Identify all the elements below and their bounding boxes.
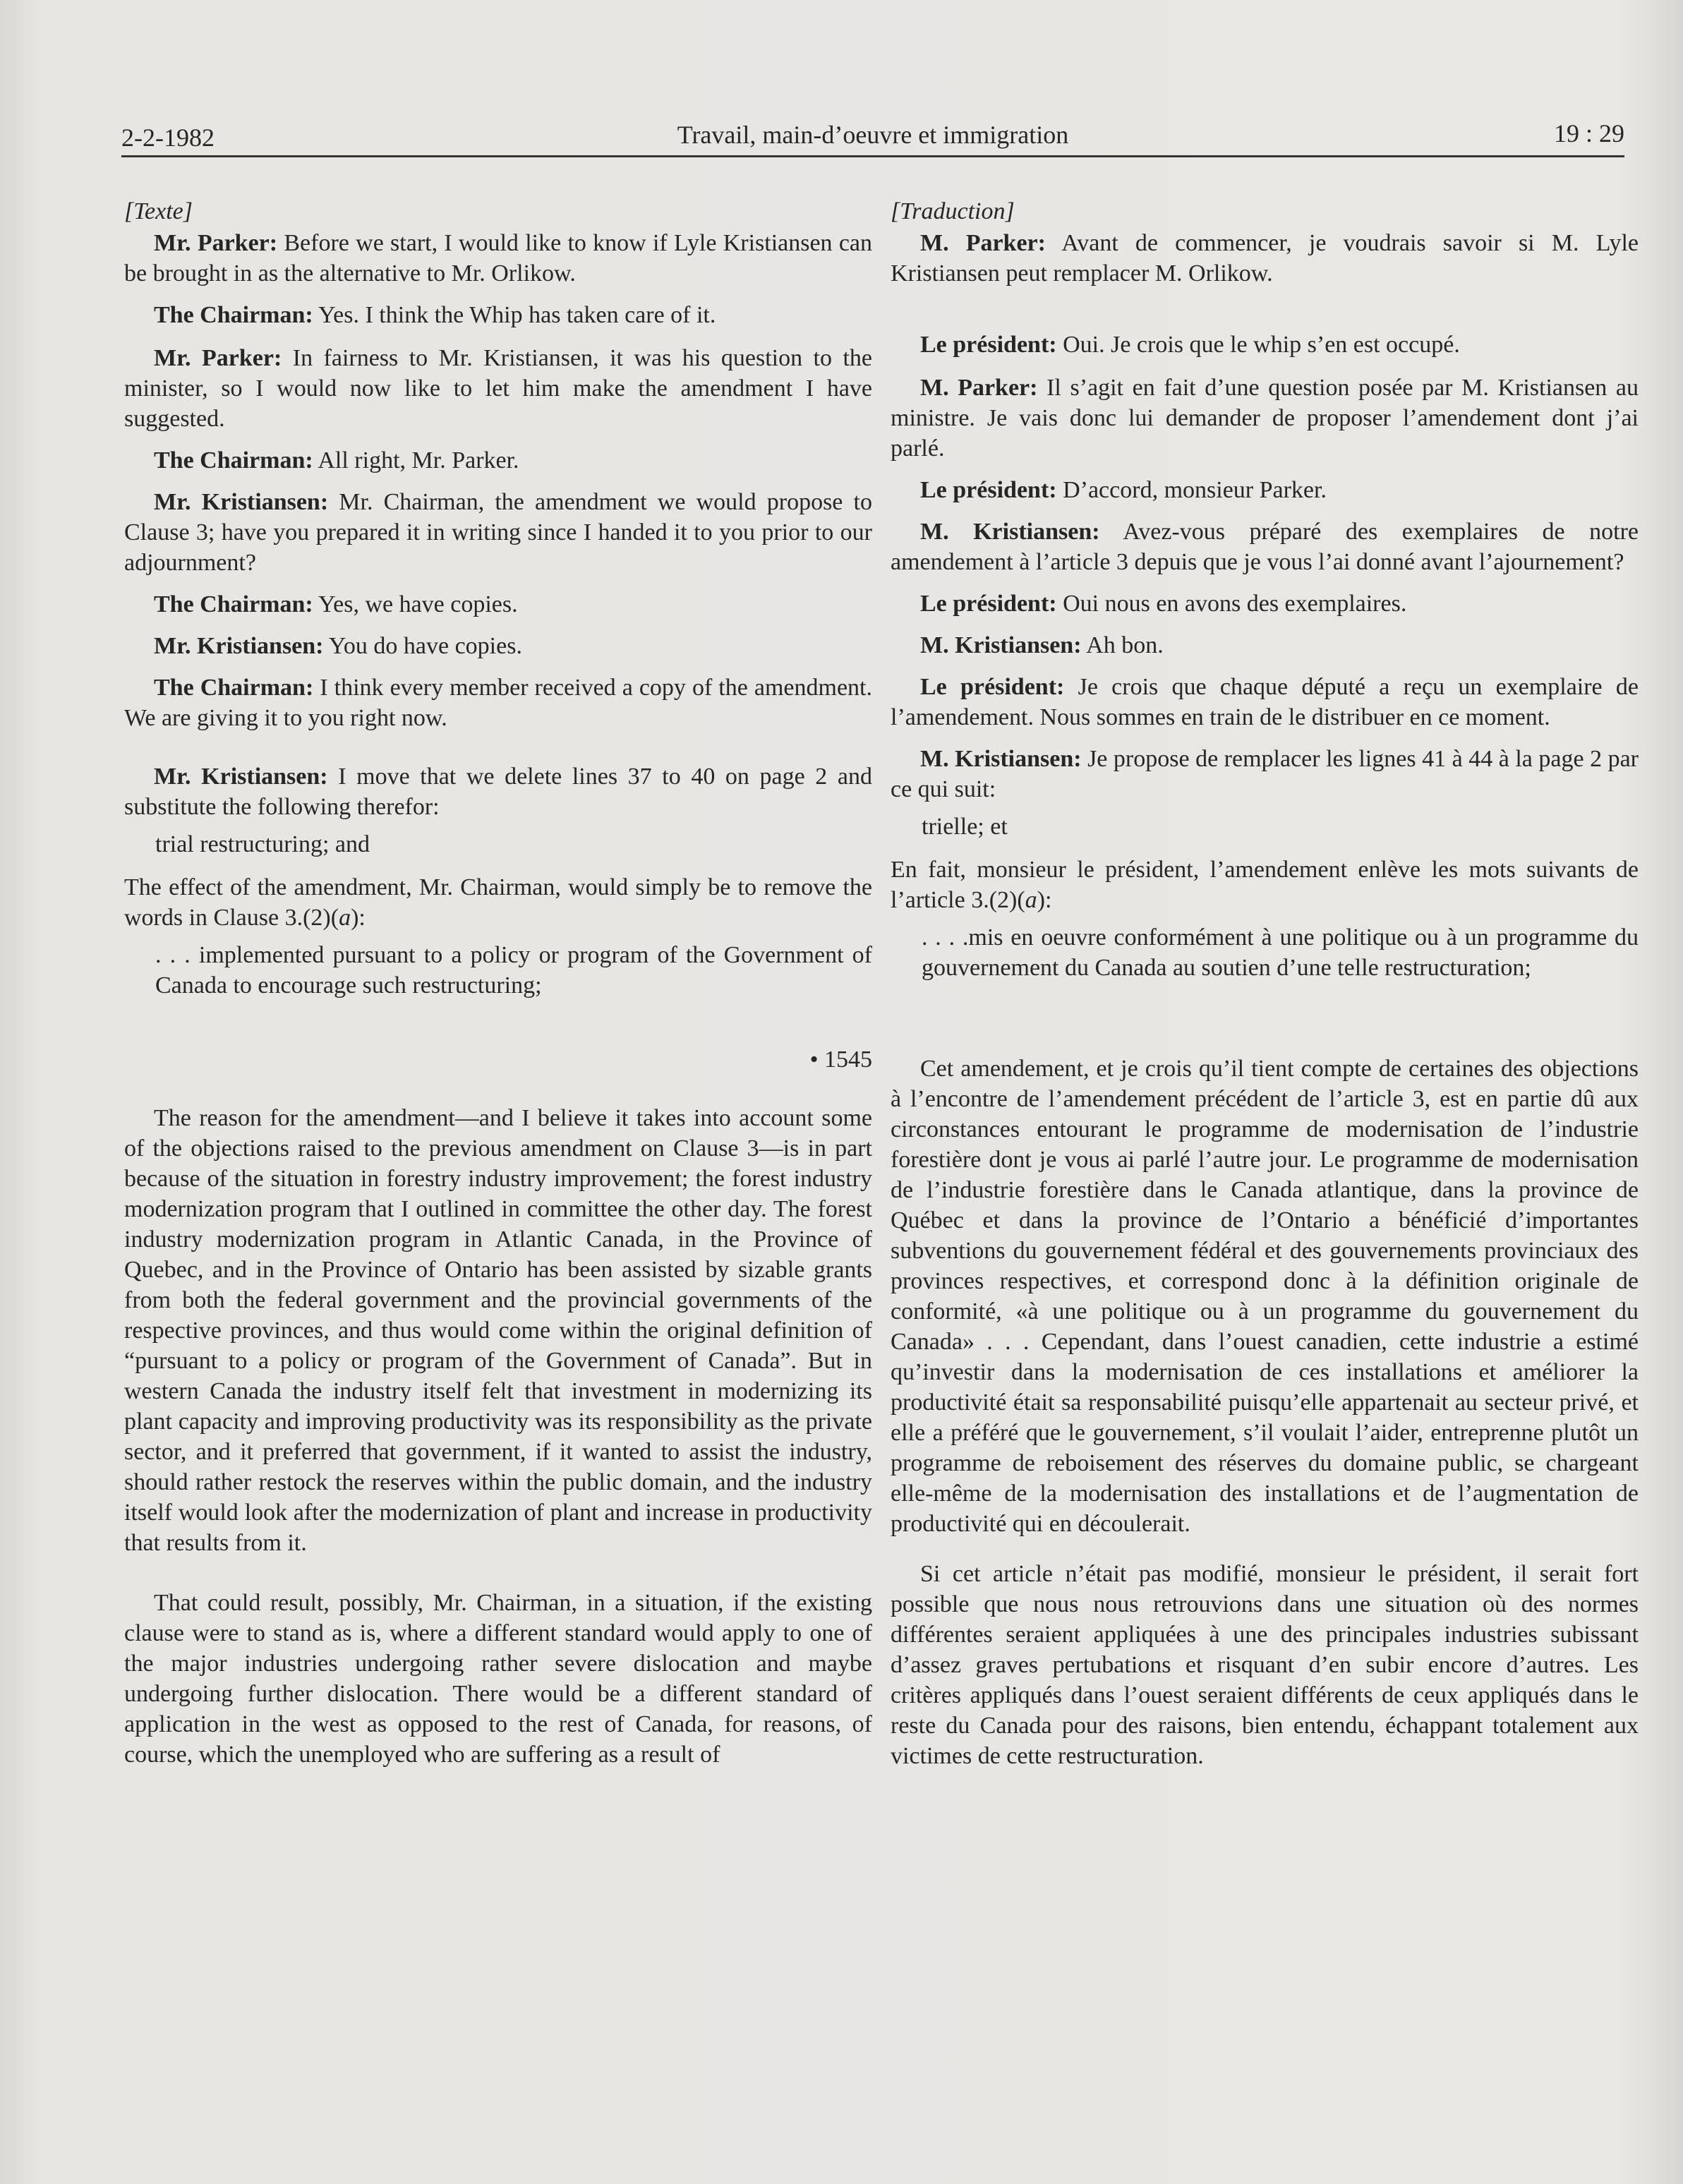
- time-marker: • 1545: [809, 1046, 872, 1073]
- paragraph: Mr. Kristiansen: I move that we delete lines 37 to 40 on page 2 and substitute the following therefor:: [124, 764, 872, 820]
- paragraph: Mr. Parker: Before we start, I would like to know if Lyle Kristiansen can be brought in as the alternative to Mr. Orlikow.: [124, 230, 872, 286]
- speaker: Le président:: [920, 674, 1065, 700]
- speaker: Le président:: [920, 591, 1057, 617]
- section-label-traduction: [Traduction]: [891, 198, 1015, 224]
- speaker: Le président:: [920, 477, 1057, 503]
- header-title: Travail, main-d’oeuvre et immigration: [677, 121, 1069, 149]
- speaker: Mr. Parker:: [154, 230, 278, 256]
- paragraph: Mr. Parker: In fairness to Mr. Kristiansen, it was his question to the minister, so I would now like to let him make the amendment I have suggested.: [124, 345, 872, 432]
- speaker: Mr. Parker:: [154, 345, 282, 371]
- paragraph: En fait, monsieur le président, l’amendement enlève les mots suivants de l’article 3.(2)(a):: [891, 857, 1639, 913]
- paragraph: M. Parker: Avant de commencer, je voudrais savoir si M. Lyle Kristiansen peut remplacer M. Orlikow.: [891, 230, 1639, 286]
- french-column: [891, 196, 1639, 1771]
- paragraph: Le président: Oui nous en avons des exemplaires.: [920, 591, 1407, 617]
- speaker: The Chairman:: [154, 591, 313, 617]
- paragraph: Le président: D’accord, monsieur Parker.: [920, 477, 1327, 503]
- paragraph: The effect of the amendment, Mr. Chairman, would simply be to remove the words in Clause 3.(2)(a):: [124, 874, 872, 931]
- header-page-number: 19 : 29: [1553, 119, 1624, 147]
- speaker: M. Kristiansen:: [920, 632, 1082, 658]
- speaker: M. Kristiansen:: [920, 519, 1100, 545]
- page-header: [121, 113, 1624, 157]
- paragraph: The Chairman: Yes. I think the Whip has taken care of it.: [154, 302, 716, 328]
- paragraph: Le président: Je crois que chaque député a reçu un exemplaire de l’amendement. Nous sommes en train de le distribuer en ce moment.: [891, 674, 1639, 730]
- paragraph: M. Kristiansen: Je propose de remplacer les lignes 41 à 44 à la page 2 par ce qui suit:: [891, 746, 1639, 802]
- paragraph: M. Kristiansen: Ah bon.: [920, 632, 1164, 658]
- speaker: M. Kristiansen:: [920, 746, 1082, 772]
- speaker: Mr. Kristiansen:: [154, 633, 324, 659]
- paragraph: The Chairman: Yes, we have copies.: [154, 591, 518, 617]
- speaker: Le président:: [920, 332, 1057, 358]
- paragraph: The Chairman: I think every member received a copy of the amendment. We are giving it to you right now.: [124, 675, 872, 731]
- section-label-texte: [Texte]: [124, 198, 193, 224]
- english-column: [124, 196, 872, 1770]
- paragraph: Cet amendement, et je crois qu’il tient compte de certaines des objections à l’encontre de l’amendement précédent de l’article 3, est en partie dû aux circonstances entourant le programme de modernisation de l’industrie forestière dont je vous ai parlé l’autre jour. Le programme de modernisation de l’industrie forestière dans le Canada atlantique, dans la province de Québec et dans la province de l’Ontario a bénéficié d’importantes subventions du gouvernement fédéral et des gouvernements provinciaux des provinces respectives, et correspond donc à la définition originale de conformité, «à une politique ou à un programme du gouvernement du Canada» . . . Cependant, dans l’ouest canadien, cette industrie a estimé qu’investir dans la modernisation de ces installations et améliorer la productivité était sa responsabilité puisqu’elle appartenait au secteur privé, et elle a préféré que le gouvernement, s’il voulait l’aider, entreprenne plutôt un programme de reboisement des réserves du domaine public, se chargeant elle-même de la modernisation des installations et de l’augmentation de productivité qui en découlerait.: [891, 1056, 1639, 1537]
- quoted-clause: . . . .mis en oeuvre conformément à une politique ou à un programme du gouvernement du Canada au soutien d’une telle restructuration;: [922, 924, 1639, 981]
- speaker: M. Parker:: [920, 230, 1046, 256]
- speaker: The Chairman:: [154, 447, 313, 473]
- amendment-text: trial restructuring; and: [155, 831, 370, 857]
- paragraph: Mr. Kristiansen: You do have copies.: [154, 633, 522, 659]
- paragraph: M. Kristiansen: Avez-vous préparé des exemplaires de notre amendement à l’article 3 depuis que je vous l’ai donné avant l’ajournement?: [891, 519, 1639, 575]
- speaker: M. Parker:: [920, 375, 1038, 401]
- paragraph: The reason for the amendment—and I believe it takes into account some of the objections raised to the previous amendment on Clause 3—is in part because of the situation in forestry industry improvement; the forest industry modernization program that I outlined in committee the other day. The forest industry modernization program in Atlantic Canada, in the Province of Quebec, and in the Province of Ontario has been assisted by sizable grants from both the federal government and the provincial governments of the respective provinces, and thus would come within the original definition of “pursuant to a policy or program of the Government of Canada”. But in western Canada the industry itself felt that investment in modernizing its plant capacity and improving productivity was its responsibility as the private sector, and it preferred that government, if it wanted to assist the industry, should rather restock the reserves within the public domain, and the industry itself would look after the modernization of plant and increase in productivity that results from it.: [124, 1105, 872, 1556]
- paragraph: The Chairman: All right, Mr. Parker.: [154, 447, 519, 473]
- speaker: The Chairman:: [154, 302, 313, 328]
- header-date: 2-2-1982: [121, 123, 215, 152]
- speaker: Mr. Kristiansen:: [154, 489, 329, 515]
- paragraph: Si cet article n’était pas modifié, monsieur le président, il serait fort possible que nous nous retrouvions dans une situation où des normes différentes seraient appliquées à une des principales industries subissant d’assez graves pertubations et risquant d’en subir encore d’autres. Les critères appliqués dans l’ouest seraient différents de ceux appliqués dans le reste du Canada pour des raisons, bien entendu, échappant totalement aux victimes de cette restructuration.: [891, 1561, 1639, 1769]
- quoted-clause: . . . implemented pursuant to a policy or program of the Government of Canada to encourage such restructuring;: [155, 942, 872, 999]
- paragraph: Le président: Oui. Je crois que le whip s’en est occupé.: [920, 332, 1460, 358]
- speaker: Mr. Kristiansen:: [154, 764, 328, 790]
- paragraph: That could result, possibly, Mr. Chairman, in a situation, if the existing clause were to stand as is, where a different standard would apply to one of the major industries undergoing rather severe dislocation and maybe undergoing further dislocation. There would be a different standard of application in the west as opposed to the rest of Canada, for reasons, of course, which the unemployed who are suffering as a result of: [124, 1590, 872, 1768]
- paragraph: Mr. Kristiansen: Mr. Chairman, the amendment we would propose to Clause 3; have you prepared it in writing since I handed it to you prior to our adjournment?: [124, 489, 872, 576]
- amendment-text: trielle; et: [922, 814, 1008, 840]
- speaker: The Chairman:: [154, 675, 314, 701]
- paragraph: M. Parker: Il s’agit en fait d’une question posée par M. Kristiansen au ministre. Je vais donc lui demander de proposer l’amendement dont j’ai parlé.: [891, 375, 1639, 461]
